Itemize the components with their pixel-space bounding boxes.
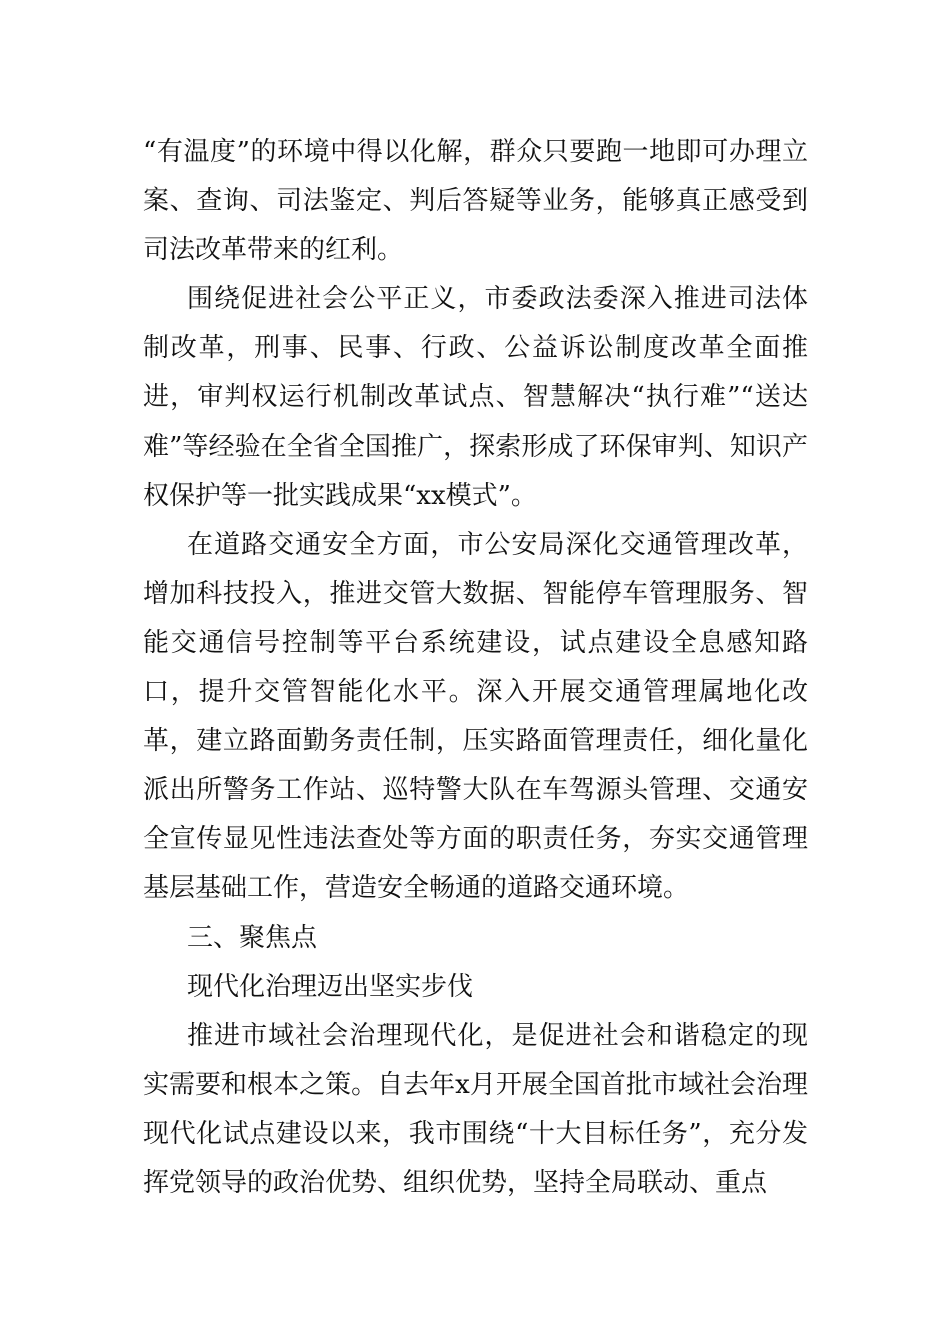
- section-heading: 三、聚焦点: [187, 922, 318, 953]
- paragraph-continuation: “有温度”的环境中得以化解，群众只要跑一地即可办理立案、查询、司法鉴定、判后答疑等业务，能够真正感受到司法改革带来的红利。: [143, 137, 808, 266]
- paragraph-judicial-reform: 围绕促进社会公平正义，市委政法委深入推进司法体制改革，刑事、民事、行政、公益诉讼制度改革全面推进，审判权运行机制改革试点、智慧解决“执行难”“送达难”等经验在全省全国推广，探索形成了环保审判、知识产权保护等一批实践成果“xx模式”。: [143, 284, 808, 511]
- paragraph-traffic-safety: 在道路交通安全方面，市公安局深化交通管理改革，增加科技投入，推进交管大数据、智能停车管理服务、智能交通信号控制等平台系统建设，试点建设全息感知路口，提升交管智能化水平。深入开展交通管理属地化改革，建立路面勤务责任制，压实路面管理责任，细化量化派出所警务工作站、巡特警大队在车驾源头管理、交通安全宣传显见性违法查处等方面的职责任务，夯实交通管理基层基础工作，营造安全畅通的道路交通环境。: [143, 529, 808, 904]
- document-body: [143, 128, 808, 1208]
- section-subheading: 现代化治理迈出坚实步伐: [187, 971, 474, 1002]
- paragraph-governance: 推进市域社会治理现代化，是促进社会和谐稳定的现实需要和根本之策。自去年x月开展全国首批市域社会治理现代化试点建设以来，我市围绕“十大目标任务”，充分发挥党领导的政治优势、组织优势，坚持全局联动、重点: [143, 1020, 808, 1198]
